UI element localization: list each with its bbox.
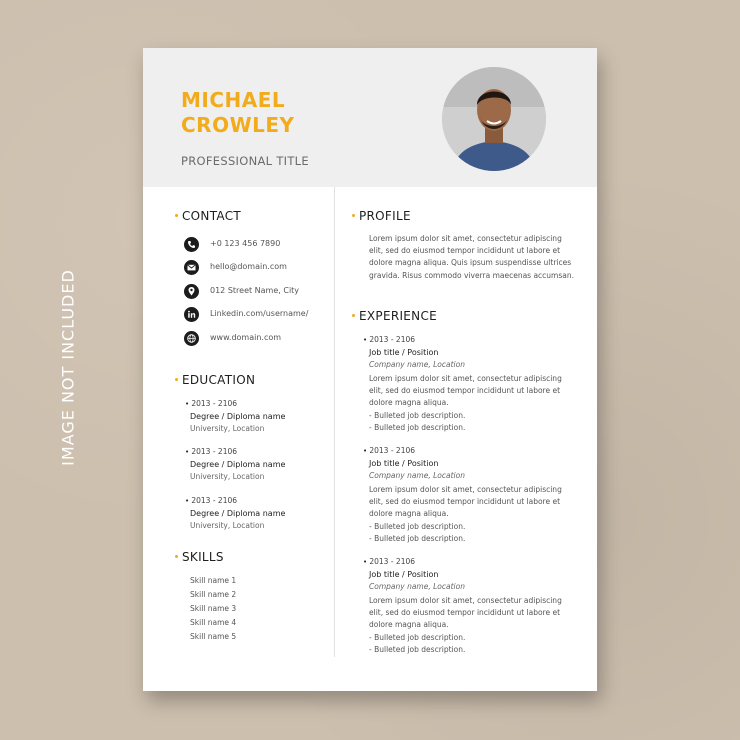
experience-bullet: - Bulleted job description.: [369, 632, 466, 642]
skill-item: Skill name 4: [190, 618, 237, 627]
resume-page: [143, 48, 597, 691]
experience-bullet: - Bulleted job description.: [369, 521, 466, 531]
education-degree: Degree / Diploma name: [190, 460, 286, 469]
experience-bullet: - Bulleted job description.: [369, 533, 466, 543]
experience-years: • 2013 - 2106: [363, 335, 578, 344]
experience-item: [363, 335, 578, 434]
contact-heading: [175, 209, 241, 223]
contact-phone-text: +0 123 456 7890: [210, 239, 281, 248]
experience-company: Company name, Location: [369, 471, 465, 480]
experience-job-title: Job title / Position: [369, 570, 439, 579]
education-school: University, Location: [190, 472, 265, 481]
accent-dot: [175, 555, 178, 558]
professional-title: PROFESSIONAL TITLE: [181, 154, 309, 168]
accent-dot: [175, 214, 178, 217]
first-name: MICHAEL: [181, 88, 286, 112]
experience-bullet: - Bulleted job description.: [369, 644, 466, 654]
education-years: • 2013 - 2106: [185, 399, 325, 408]
phone-icon: [184, 237, 199, 252]
resume-header: [143, 48, 597, 187]
experience-bullet: - Bulleted job description.: [369, 422, 466, 432]
skill-item: Skill name 2: [190, 590, 237, 599]
linkedin-icon: [184, 307, 199, 322]
column-divider: [334, 187, 335, 657]
skills-heading: [175, 550, 224, 564]
education-heading-label: EDUCATION: [182, 373, 256, 387]
education-school: University, Location: [190, 521, 265, 530]
experience-job-title: Job title / Position: [369, 348, 439, 357]
location-icon: [184, 284, 199, 299]
contact-website-text: www.domain.com: [210, 333, 282, 342]
education-heading: [175, 373, 255, 387]
education-school: University, Location: [190, 424, 265, 433]
contact-email-text: hello@domain.com: [210, 262, 287, 271]
skills-heading-label: SKILLS: [182, 550, 224, 564]
profile-heading: [352, 209, 411, 223]
contact-linkedin-text: Linkedin.com/username/: [210, 309, 309, 318]
image-not-included-note: IMAGE NOT INCLUDED: [58, 269, 78, 466]
profile-photo: [442, 67, 546, 171]
contact-address-text: 012 Street Name, City: [210, 286, 300, 295]
profile-heading-label: PROFILE: [359, 209, 411, 223]
education-item: [185, 447, 325, 481]
experience-item: [363, 557, 578, 656]
contact-heading-label: CONTACT: [182, 209, 242, 223]
accent-dot: [352, 314, 355, 317]
education-years: • 2013 - 2106: [185, 496, 325, 505]
education-years: • 2013 - 2106: [185, 447, 325, 456]
email-icon: [184, 260, 199, 275]
skill-item: Skill name 1: [190, 576, 237, 585]
experience-job-title: Job title / Position: [369, 459, 439, 468]
profile-summary: Lorem ipsum dolor sit amet, consectetur adipiscing elit, sed do eiusmod tempor incididunt ut labore et dolore magna aliqua. Quis ipsum suspendisse ultrices gravida. Risus commodo viverra maecenas accumsan.: [369, 234, 575, 280]
skill-item: Skill name 5: [190, 632, 237, 641]
experience-bullet: - Bulleted job description.: [369, 410, 466, 420]
experience-company: Company name, Location: [369, 360, 465, 369]
candidate-name: [181, 88, 295, 138]
experience-heading: [352, 309, 437, 323]
experience-years: • 2013 - 2106: [363, 557, 578, 566]
experience-company: Company name, Location: [369, 582, 465, 591]
education-degree: Degree / Diploma name: [190, 509, 286, 518]
education-degree: Degree / Diploma name: [190, 412, 286, 421]
experience-years: • 2013 - 2106: [363, 446, 578, 455]
accent-dot: [175, 378, 178, 381]
education-item: [185, 496, 325, 530]
globe-icon: [184, 331, 199, 346]
experience-description: Lorem ipsum dolor sit amet, consectetur adipiscing elit, sed do eiusmod tempor incididunt ut labore et dolore magna aliqua.: [369, 596, 562, 630]
skill-item: Skill name 3: [190, 604, 237, 613]
experience-item: [363, 446, 578, 545]
experience-description: Lorem ipsum dolor sit amet, consectetur adipiscing elit, sed do eiusmod tempor incididunt ut labore et dolore magna aliqua.: [369, 485, 562, 519]
education-item: [185, 399, 325, 433]
experience-description: Lorem ipsum dolor sit amet, consectetur adipiscing elit, sed do eiusmod tempor incididunt ut labore et dolore magna aliqua.: [369, 374, 562, 408]
experience-heading-label: EXPERIENCE: [359, 309, 438, 323]
last-name: CROWLEY: [181, 113, 295, 137]
accent-dot: [352, 214, 355, 217]
